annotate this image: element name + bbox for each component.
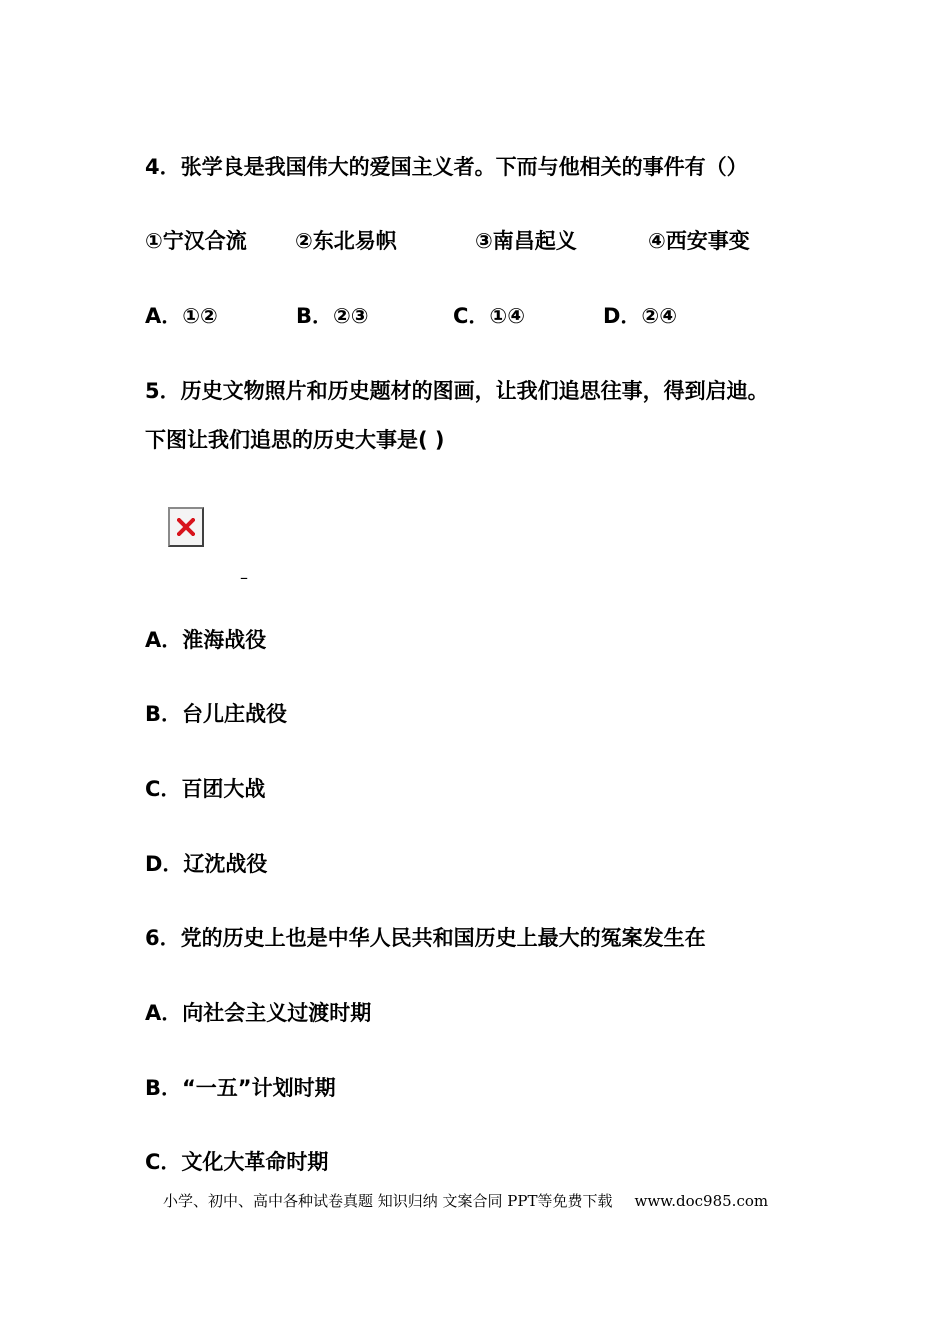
q4-item-4: ④西安事变 <box>648 229 750 253</box>
q6-option-c: C．文化大革命时期 <box>145 1150 329 1174</box>
q4-option-b: B．②③ <box>296 304 369 328</box>
broken-image-icon <box>168 507 204 547</box>
q5-option-b: B．台儿庄战役 <box>145 702 288 726</box>
broken-image-x-icon <box>177 518 195 536</box>
q5-option-a: A．淮海战役 <box>145 628 267 652</box>
q4-item-1: ①宁汉合流 <box>145 229 247 253</box>
page-footer <box>163 1189 768 1213</box>
q5-stem-line1: 5．历史文物照片和历史题材的图画，让我们追思往事，得到启迪。 <box>145 379 769 403</box>
q4-item-2: ②东北易帜 <box>295 229 397 253</box>
q4-option-a: A．①② <box>145 304 218 328</box>
q5-option-d: D．辽沈战役 <box>145 852 268 876</box>
q4-option-d: D．②④ <box>603 304 677 328</box>
q6-stem: 6．党的历史上也是中华人民共和国历史上最大的冤案发生在 <box>145 926 706 950</box>
image-caption-dash: – <box>240 568 248 587</box>
footer-text: 小学、初中、高中各种试卷真题 知识归纳 文案合同 PPT等免费下载 <box>163 1192 613 1210</box>
q6-option-a: A．向社会主义过渡时期 <box>145 1001 372 1025</box>
q6-option-b: B．“一五”计划时期 <box>145 1076 336 1100</box>
q4-item-3: ③南昌起义 <box>475 229 577 253</box>
q5-option-c: C．百团大战 <box>145 777 266 801</box>
q4-option-c: C．①④ <box>453 304 525 328</box>
q5-stem-line2: 下图让我们追思的历史大事是( ) <box>145 428 445 452</box>
q4-stem: 4．张学良是我国伟大的爱国主义者。下而与他相关的事件有（） <box>145 155 748 179</box>
footer-url[interactable]: www.doc985.com <box>634 1192 769 1210</box>
